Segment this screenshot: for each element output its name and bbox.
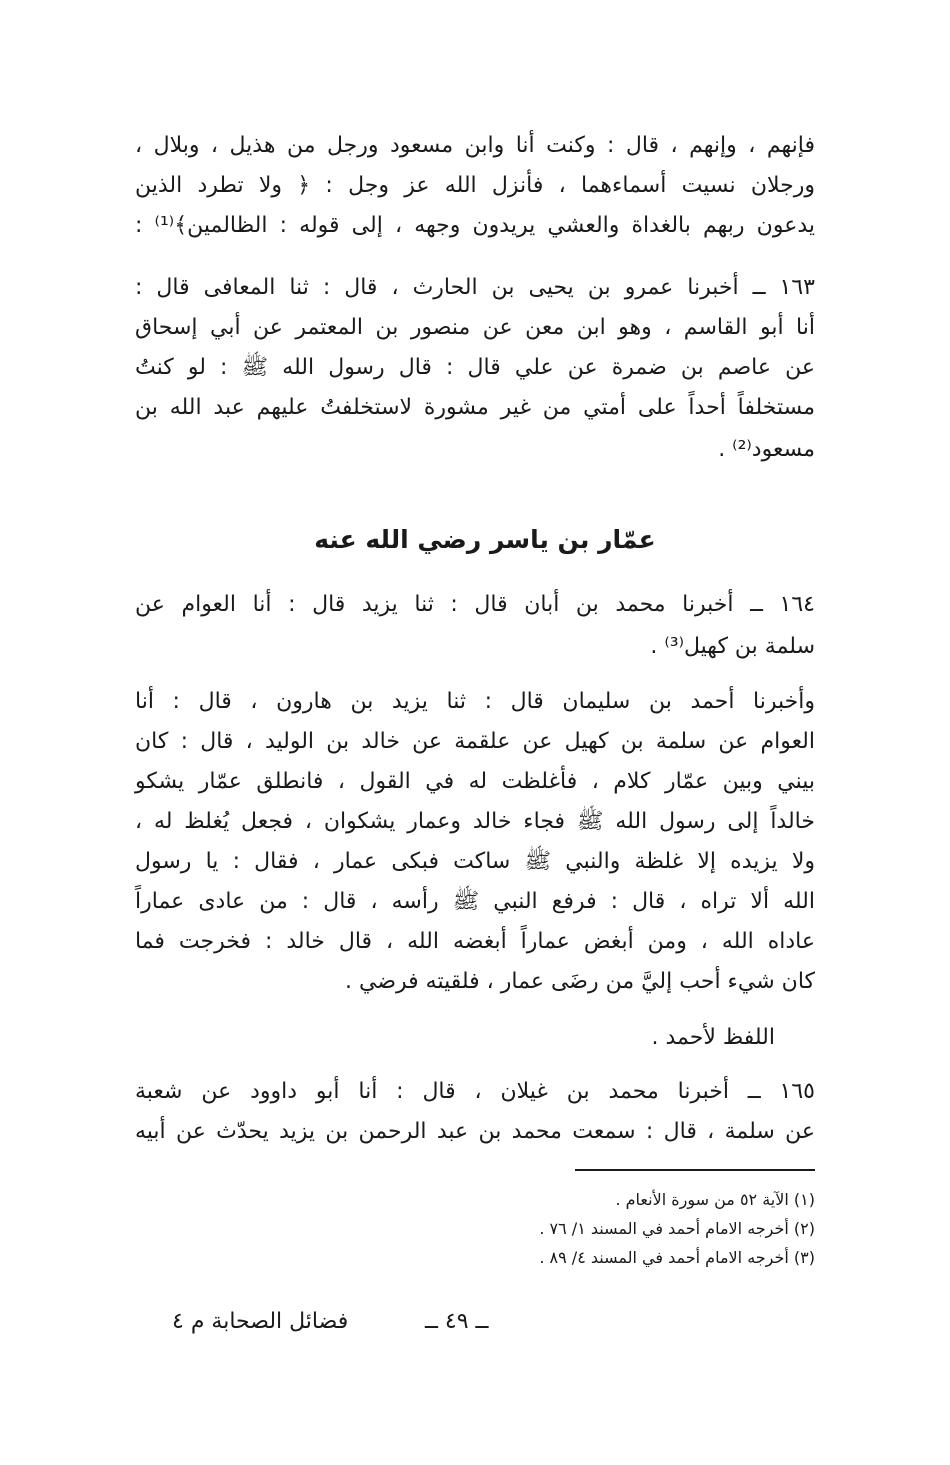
text-line: سلمة بن كهيل⁽³⁾ . [650,634,815,659]
text-line: وأخبرنا أحمد بن سليمان قال : ثنا يزيد بن هارون ، قال : أنا [135,689,815,714]
section-title: عمّار بن ياسر رضي الله عنه [314,525,656,554]
text-line: ١٦٥ ــ أخبرنا محمد بن غيلان ، قال : أنا أبو داوود عن شعبة [135,1079,815,1104]
text-line: ١٦٤ ــ أخبرنا محمد بن أبان قال : ثنا يزيد قال : أنا العوام عن [135,592,815,617]
text-line: خالداً إلى رسول الله ﷺ فجاء خالد وعمار يشكوان ، فجعل يُغلظ له ، [135,809,815,834]
text-line: مسعود⁽²⁾ . [718,437,815,462]
text-line: عن عاصم بن ضمرة عن علي قال : قال رسول الله ﷺ : لو كنتُ [135,355,815,380]
book-signature: فضائل الصحابة م ٤ [172,1309,349,1334]
text-line: أنا أبو القاسم ، وهو ابن معن عن منصور بن المعتمر عن أبي إسحاق [135,315,815,340]
text-line: كان شيء أحب إليَّ من رضَى عمار ، فلقيته فرضي . [345,969,815,994]
text-line: عاداه الله ، ومن أبغض عماراً أبغضه الله ، قال خالد : فخرجت فما [135,929,815,954]
text-line: اللفظ لأحمد . [651,1025,775,1050]
text-line: ١٦٣ ــ أخبرنا عمرو بن يحيى بن الحارث ، قال : ثنا المعافى قال : [135,275,815,300]
text-line: فإنهم ، وإنهم ، قال : وكنت أنا وابن مسعود ورجل من هذيل ، وبلال ، [135,133,815,158]
text-line: العوام عن سلمة بن كهيل عن علقمة عن خالد بن الوليد ، قال : كان [135,729,815,754]
footnote: (٣) أخرجه الامام أحمد في المسند ٤/ ٨٩ . [539,1248,815,1267]
text-line: عن سلمة ، قال : سمعت محمد بن عبد الرحمن بن يزيد يحدّث عن أبيه [135,1119,815,1144]
text-line: بيني وبين عمّار كلام ، فأغلظت له في القول ، فانطلق عمّار يشكو [135,769,815,794]
footnote: (١) الآية ٥٢ من سورة الأنعام . [615,1190,815,1209]
footnote: (٢) أخرجه الامام أحمد في المسند ١/ ٧٦ . [539,1219,815,1238]
text-line: ولا يزيده إلا غلظة والنبي ﷺ ساكت فبكى عمار ، فقال : يا رسول [135,849,815,874]
footnote-separator [575,1169,815,1171]
text-line: يدعون ربهم بالغداة والعشي يريدون وجهه ، إلى قوله : الظالمين﴾⁽¹⁾ : [135,213,815,238]
page-number: ــ ٤٩ ــ [425,1309,489,1334]
text-line: ورجلان نسيت أسماءهما ، فأنزل الله عز وجل : ﴿ ولا تطرد الذين [135,173,815,198]
text-line: مستخلفاً أحداً على أمتي من غير مشورة لاستخلفتُ عليهم عبد الله بن [135,395,815,420]
text-line: الله ألا تراه ، قال : فرفع النبي ﷺ رأسه ، قال : من عادى عماراً [135,889,815,914]
